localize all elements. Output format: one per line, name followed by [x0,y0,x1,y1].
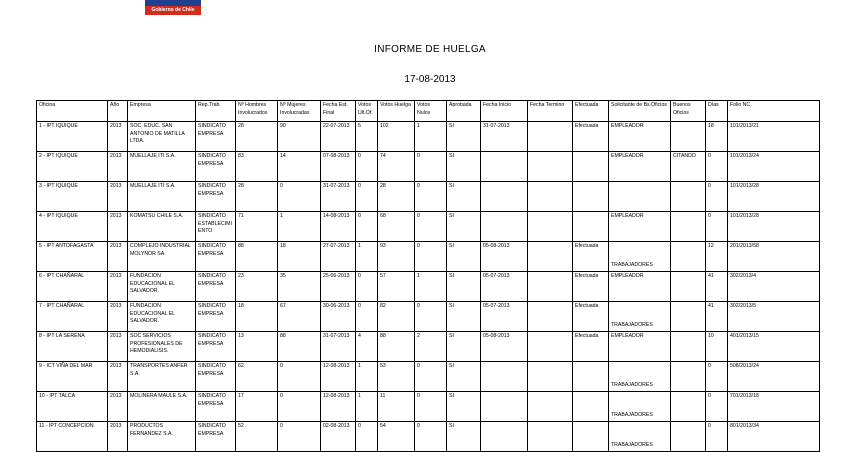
cell-dias: 12 [706,242,728,272]
cell-efectuada [573,422,609,452]
table-row [37,332,820,362]
cell-buenos-oficios [671,392,706,422]
cell-empresa: COMPLEJO INDUSTRIAL MOLYNOR SA. [128,242,196,272]
cell-oficina: 7 - IPT CHAÑARAL [37,302,108,332]
cell-mujeres: 0 [278,182,321,212]
cell-fecha-termino [528,362,573,392]
cell-folio: 101/2013/21 [728,122,820,152]
cell-anio: 2013 [108,392,128,422]
cell-mujeres: 18 [278,242,321,272]
cell-solicitante: TRABAJADORES [609,242,671,272]
cell-fecha-final: 07-08-2013 [321,152,356,182]
cell-votos-ult: 0 [356,212,378,242]
cell-votos-huelga: 68 [378,212,415,242]
cell-aprobada: SI [447,122,481,152]
cell-anio: 2013 [108,212,128,242]
cell-fecha-inicio [481,422,528,452]
cell-buenos-oficios [671,212,706,242]
header-efectuada: Efectuada [573,101,609,122]
cell-folio: 302/2013/4 [728,272,820,302]
cell-folio: 201/2013/58 [728,242,820,272]
cell-dias: 41 [706,302,728,332]
cell-fecha-termino [528,422,573,452]
cell-solicitante: TRABAJADORES [609,392,671,422]
cell-fecha-final: 12-08-2013 [321,392,356,422]
cell-empresa: FUNDACION EDUCACIONAL EL SALVADOR. [128,272,196,302]
cell-buenos-oficios [671,272,706,302]
cell-rep-trab: SINDICATO EMPRESA [196,182,236,212]
cell-mujeres: 0 [278,422,321,452]
header-fecha-termino: Fecha Termino [528,101,573,122]
cell-rep-trab: SINDICATO EMPRESA [196,362,236,392]
cell-rep-trab: SINDICATO EMPRESA [196,422,236,452]
cell-mujeres: 0 [278,362,321,392]
cell-solicitante: EMPLEADOR [609,272,671,302]
logo-text: Gobierno de Chile [145,6,201,15]
cell-fecha-inicio: 05-08-2013 [481,242,528,272]
cell-hombres: 18 [236,302,278,332]
cell-efectuada: Efectuada [573,272,609,302]
cell-fecha-inicio [481,392,528,422]
cell-hombres: 23 [236,272,278,302]
cell-anio: 2013 [108,242,128,272]
cell-votos-ult: 0 [356,152,378,182]
cell-rep-trab: SINDICATO EMPRESA [196,392,236,422]
cell-votos-huelga: 82 [378,302,415,332]
cell-oficina: 5 - IPT ANTOFAGASTA [37,242,108,272]
cell-empresa: SOC. EDUC. SAN ANTONIO DE MATILLA LTDA. [128,122,196,152]
cell-fecha-termino [528,212,573,242]
cell-aprobada: SI [447,422,481,452]
cell-fecha-inicio: 05-07-2013 [481,302,528,332]
header-rep-trab: Rep.Trab. [196,101,236,122]
header-oficina: Oficina [37,101,108,122]
cell-hombres: 17 [236,392,278,422]
cell-solicitante: TRABAJADORES [609,302,671,332]
cell-mujeres: 1 [278,212,321,242]
cell-dias: 10 [706,332,728,362]
cell-votos-ult: 4 [356,332,378,362]
cell-votos-nulos: 0 [415,152,447,182]
cell-aprobada: SI [447,302,481,332]
cell-votos-ult: 1 [356,362,378,392]
cell-anio: 2013 [108,332,128,362]
cell-oficina: 3 - IPT IQUIQUE [37,182,108,212]
cell-votos-huelga: 54 [378,422,415,452]
cell-rep-trab: SINDICATO EMPRESA [196,122,236,152]
cell-votos-nulos: 0 [415,302,447,332]
cell-solicitante: EMPLEADOR [609,332,671,362]
cell-solicitante: TRABAJADORES [609,422,671,452]
cell-fecha-final: 27-07-2013 [321,242,356,272]
cell-votos-huelga: 11 [378,392,415,422]
cell-hombres: 28 [236,122,278,152]
cell-hombres: 28 [236,182,278,212]
header-folio: Folio NC [728,101,820,122]
cell-fecha-termino [528,332,573,362]
cell-votos-huelga: 53 [378,362,415,392]
cell-fecha-termino [528,242,573,272]
cell-oficina: 10 - IPT TALCA [37,392,108,422]
cell-votos-ult: 0 [356,182,378,212]
cell-fecha-inicio [481,182,528,212]
header-fecha-inicio: Fecha Inicio [481,101,528,122]
header-buenos-oficios: Buenos Oficios [671,101,706,122]
cell-votos-nulos: 0 [415,182,447,212]
cell-fecha-termino [528,392,573,422]
cell-aprobada: SI [447,362,481,392]
cell-folio: 302/2013/5 [728,302,820,332]
header-aprobada: Aprobada [447,101,481,122]
cell-votos-nulos: 1 [415,122,447,152]
cell-oficina: 1 - IPT IQUIQUE [37,122,108,152]
cell-mujeres: 67 [278,302,321,332]
cell-hombres: 62 [236,362,278,392]
cell-efectuada [573,362,609,392]
cell-dias: 0 [706,212,728,242]
cell-solicitante [609,182,671,212]
strike-report-table [36,100,820,452]
cell-votos-nulos: 0 [415,422,447,452]
table-row [37,212,820,242]
cell-fecha-final: 31-07-2013 [321,182,356,212]
cell-fecha-final: 22-07-2013 [321,122,356,152]
cell-votos-huelga: 88 [378,332,415,362]
cell-votos-nulos: 0 [415,362,447,392]
cell-aprobada: SI [447,332,481,362]
cell-fecha-termino [528,122,573,152]
cell-efectuada [573,182,609,212]
cell-rep-trab: SINDICATO EMPRESA [196,272,236,302]
cell-anio: 2013 [108,272,128,302]
cell-aprobada: SI [447,272,481,302]
cell-votos-ult: 0 [356,272,378,302]
table-row [37,152,820,182]
cell-votos-huelga: 57 [378,272,415,302]
cell-dias: 0 [706,182,728,212]
cell-fecha-inicio [481,152,528,182]
report-title: INFORME DE HUELGA [374,44,486,55]
cell-folio: 101/2013/28 [728,212,820,242]
cell-hombres: 88 [236,242,278,272]
cell-votos-ult: 0 [356,422,378,452]
header-votos-huelga: Votos Huelga [378,101,415,122]
cell-fecha-inicio [481,362,528,392]
cell-empresa: SOC SERVICIOS PROFESIONALES DE HEMODIALISIS. [128,332,196,362]
cell-folio: 801/2013/34 [728,422,820,452]
cell-anio: 2013 [108,122,128,152]
cell-efectuada: Efectuada [573,332,609,362]
cell-efectuada: Efectuada [573,302,609,332]
cell-solicitante: EMPLEADOR [609,152,671,182]
cell-empresa: TRANSPORTES ANFER S.A. [128,362,196,392]
cell-hombres: 13 [236,332,278,362]
cell-oficina: 8 - IPT LA SERENA [37,332,108,362]
cell-fecha-termino [528,182,573,212]
cell-folio: 508/2013/24 [728,362,820,392]
cell-anio: 2013 [108,152,128,182]
cell-rep-trab: SINDICATO EMPRESA [196,242,236,272]
cell-empresa: KOMATSU CHILE S.A. [128,212,196,242]
cell-empresa: MUELLAJE ITI S.A. [128,182,196,212]
table-row [37,362,820,392]
cell-fecha-termino [528,152,573,182]
cell-aprobada: SI [447,152,481,182]
cell-fecha-final: 25-06-2013 [321,272,356,302]
cell-dias: 41 [706,272,728,302]
cell-oficina: 6 - IPT CHAÑARAL [37,272,108,302]
cell-anio: 2013 [108,182,128,212]
header-votos-nulos: Votos Nulos [415,101,447,122]
cell-fecha-inicio: 05-07-2013 [481,272,528,302]
header-solicitante: Solicitante de Bs.Oficios [609,101,671,122]
cell-buenos-oficios [671,332,706,362]
cell-buenos-oficios [671,422,706,452]
cell-empresa: FUNDACION EDUCACIONAL EL SALVADOR. [128,302,196,332]
cell-solicitante: EMPLEADOR [609,122,671,152]
cell-buenos-oficios [671,362,706,392]
cell-rep-trab: SINDICATO EMPRESA [196,152,236,182]
cell-aprobada: SI [447,242,481,272]
cell-dias: 0 [706,152,728,182]
header-anio: Año [108,101,128,122]
cell-efectuada: Efectuada [573,242,609,272]
cell-fecha-final: 02-08-2013 [321,422,356,452]
cell-mujeres: 14 [278,152,321,182]
cell-efectuada [573,212,609,242]
table-row [37,302,820,332]
cell-folio: 101/2013/28 [728,182,820,212]
cell-hombres: 71 [236,212,278,242]
cell-votos-huelga: 28 [378,182,415,212]
cell-votos-huelga: 93 [378,242,415,272]
cell-efectuada [573,152,609,182]
header-empresa: Empresa [128,101,196,122]
cell-efectuada: Efectuada [573,122,609,152]
header-fecha-final: Fecha Est. Final [321,101,356,122]
cell-dias: 0 [706,392,728,422]
cell-oficina: 2 - IPT IQUIQUE [37,152,108,182]
cell-solicitante: TRABAJADORES [609,362,671,392]
cell-dias: 0 [706,362,728,392]
cell-votos-nulos: 0 [415,242,447,272]
table-row [37,182,820,212]
cell-votos-huelga: 74 [378,152,415,182]
cell-buenos-oficios [671,122,706,152]
cell-fecha-inicio [481,212,528,242]
cell-anio: 2013 [108,362,128,392]
table-row [37,422,820,452]
cell-rep-trab: SINDICATO EMPRESA [196,302,236,332]
cell-fecha-termino [528,272,573,302]
cell-votos-nulos: 1 [415,272,447,302]
cell-folio: 101/2013/24 [728,152,820,182]
cell-empresa: MOLINERA MAULE S.A. [128,392,196,422]
cell-buenos-oficios [671,242,706,272]
cell-aprobada: SI [447,182,481,212]
table-header-row [37,101,820,122]
cell-mujeres: 35 [278,272,321,302]
cell-mujeres: 0 [278,392,321,422]
cell-votos-nulos: 2 [415,332,447,362]
cell-votos-ult: 0 [356,302,378,332]
cell-votos-huelga: 102 [378,122,415,152]
cell-dias: 0 [706,422,728,452]
table-row [37,392,820,422]
cell-fecha-final: 12-08-2013 [321,362,356,392]
header-votos-ult: Votos Ult.Of. [356,101,378,122]
cell-hombres: 52 [236,422,278,452]
cell-hombres: 83 [236,152,278,182]
cell-votos-nulos: 0 [415,212,447,242]
cell-dias: 18 [706,122,728,152]
table-row [37,242,820,272]
gobierno-logo [145,0,201,15]
cell-oficina: 11 - IPT CONCEPCION [37,422,108,452]
cell-empresa: PRODUCTOS FERNANDEZ S.A. [128,422,196,452]
cell-oficina: 9 - ICT VIÑA DEL MAR [37,362,108,392]
cell-fecha-inicio: 31-07-2013 [481,122,528,152]
cell-solicitante: EMPLEADOR [609,212,671,242]
cell-buenos-oficios [671,302,706,332]
cell-fecha-termino [528,302,573,332]
cell-fecha-final: 31-07-2013 [321,332,356,362]
cell-buenos-oficios: CITANDO [671,152,706,182]
cell-anio: 2013 [108,422,128,452]
table-row [37,272,820,302]
cell-efectuada [573,392,609,422]
cell-buenos-oficios [671,182,706,212]
cell-aprobada: SI [447,212,481,242]
table-body [37,122,820,452]
cell-rep-trab: SINDICATO ESTABLECIMIENTO [196,212,236,242]
cell-folio: 401/2013/15 [728,332,820,362]
cell-fecha-inicio: 05-08-2013 [481,332,528,362]
cell-mujeres: 90 [278,122,321,152]
report-date: 17-08-2013 [404,74,456,85]
cell-anio: 2013 [108,302,128,332]
cell-votos-nulos: 0 [415,392,447,422]
cell-empresa: MUELLAJE ITI S.A. [128,152,196,182]
cell-fecha-final: 14-08-2013 [321,212,356,242]
cell-aprobada: SI [447,392,481,422]
cell-rep-trab: SINDICATO EMPRESA [196,332,236,362]
cell-oficina: 4 - IPT IQUIQUE [37,212,108,242]
cell-votos-ult: 5 [356,122,378,152]
cell-fecha-final: 30-06-2013 [321,302,356,332]
cell-votos-ult: 1 [356,242,378,272]
table-row [37,122,820,152]
header-hombres: Nº Hombres Involucrados [236,101,278,122]
header-mujeres: Nº Mujeres Involucradas [278,101,321,122]
cell-mujeres: 88 [278,332,321,362]
cell-votos-ult: 1 [356,392,378,422]
cell-folio: 701/2013/18 [728,392,820,422]
header-dias: Días [706,101,728,122]
